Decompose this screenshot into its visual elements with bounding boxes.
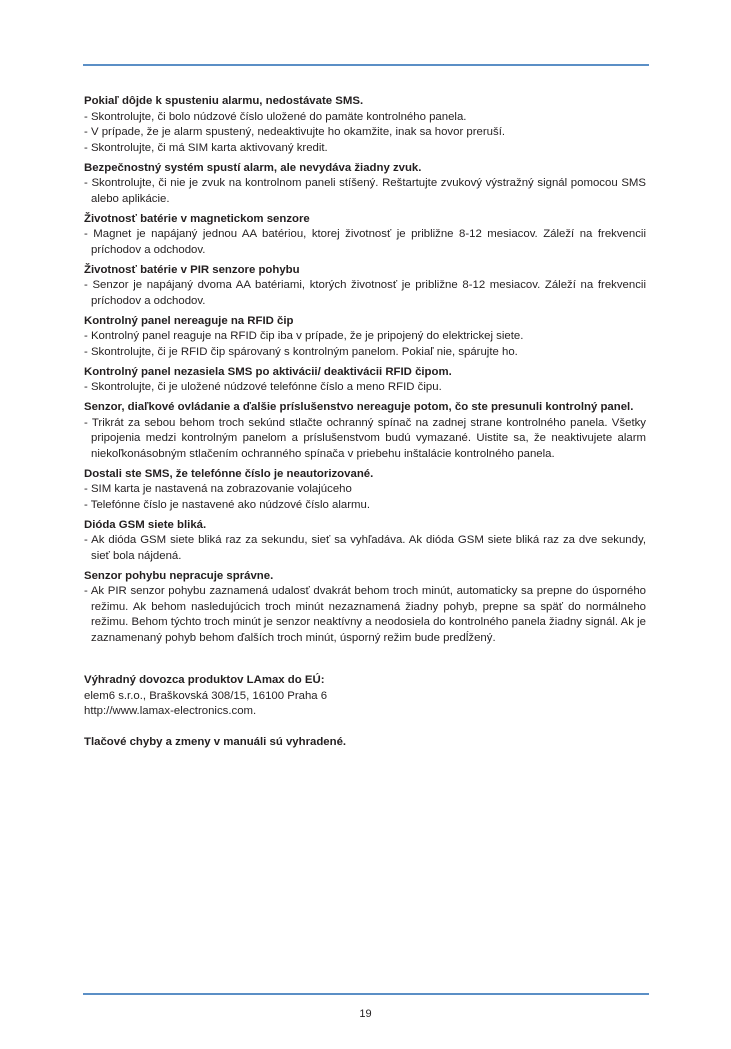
section-bullet: - SIM karta je nastavená na zobrazovanie volajúceho [84,483,352,495]
section-bullet: - Skontrolujte, či je uložené núdzové telefónne číslo a meno RFID čipu. [84,381,442,393]
page-number: 19 [359,1008,372,1020]
section-heading: Kontrolný panel nezasiela SMS po aktivácii/ deaktivácii RFID čipom. [84,365,452,378]
section-bullet: - Skontrolujte, či má SIM karta aktivovaný kredit. [84,141,328,154]
section-heading: Životnosť batérie v PIR senzore pohybu [84,263,300,276]
troubleshooting-section [84,518,646,565]
troubleshooting-sections [84,94,646,646]
importer-heading: Výhradný dovozca produktov LAmax do EÚ: [84,674,325,686]
section-bullet: - Senzor je napájaný dvoma AA batériami, ktorých životnosť je približne 8-12 mesiacov. Záleží na frekvencii príchodov a odchodov. [84,279,646,307]
troubleshooting-section [84,161,646,208]
troubleshooting-section [84,467,646,514]
footer-rule [83,993,649,995]
troubleshooting-section [84,365,646,396]
section-bullet: - Skontrolujte, či je RFID čip spárovaný s kontrolným panelom. Pokiaľ nie, spárujte ho. [84,345,518,358]
importer-block [84,673,646,720]
section-heading: Životnosť batérie v magnetickom senzore [84,212,310,225]
section-heading: Kontrolný panel nereaguje na RFID čip [84,314,294,327]
troubleshooting-section [84,569,646,647]
document-body [84,94,646,751]
section-bullet: - V prípade, že je alarm spustený, nedeaktivujte ho okamžite, inak sa hovor preruší. [84,126,506,138]
troubleshooting-section [84,314,646,361]
troubleshooting-section [84,400,646,462]
section-heading: Dostali ste SMS, že telefónne číslo je neautorizované. [84,467,374,480]
importer-website: http://www.lamax-electronics.com. [84,705,257,717]
troubleshooting-section [84,212,646,259]
section-heading: Pokiaľ dôjde k spusteniu alarmu, nedostávate SMS. [84,95,364,107]
section-heading: Bezpečnostný systém spustí alarm, ale nevydáva žiadny zvuk. [84,161,422,174]
section-bullet: - Ak dióda GSM siete bliká raz za sekundu, sieť sa vyhľadáva. Ak dióda GSM siete bliká raz za dve sekundy, sieť bola nájdená. [84,534,646,562]
section-bullet: - Skontrolujte, či nie je zvuk na kontrolnom paneli stíšený. Reštartujte zvukový výstražný signál pomocou SMS alebo aplikácie. [84,177,646,205]
header-rule [83,64,649,66]
section-heading: Dióda GSM siete bliká. [84,518,207,531]
troubleshooting-section [84,263,646,310]
importer-address: elem6 s.r.o., Braškovská 308/15, 16100 Praha 6 [84,689,328,702]
section-bullet: - Trikrát za sebou behom troch sekúnd stlačte ochranný spínač na zadnej strane kontrolného panela. Všetky pripojenia medzi kontrolným panelom a príslušenstvom budú vymazané. Uistite sa, že neaktivujete alarm niekoľkonásobným stlačením ochranného spínača v priebehu inštalácie kontrolného panela. [84,416,646,460]
section-heading: Senzor, diaľkové ovládanie a ďalšie príslušenstvo nereaguje potom, čo ste presunuli kontrolný panel. [84,401,634,413]
section-bullet: - Telefónne číslo je nastavené ako núdzové číslo alarmu. [84,498,370,511]
section-bullet: - Ak PIR senzor pohybu zaznamená udalosť dvakrát behom troch minút, automaticky sa prepne do úsporného režimu. Ak behom nasledujúcich troch minút nezaznamená žiadny pohyb, prepne sa späť do normálneho režimu. Behom týchto troch minút je senzor neaktívny a neodosiela do kontrolného panela žiadny signál. Ak je zaznamenaný pohyb behom ďalších troch minút, úsporný režim bude predĺžený. [84,585,646,644]
disclaimer: Tlačové chyby a zmeny v manuáli sú vyhradené. [84,736,347,748]
section-bullet: - Skontrolujte, či bolo núdzové číslo uložené do pamäte kontrolného panela. [84,110,467,123]
section-bullet: - Kontrolný panel reaguje na RFID čip iba v prípade, že je pripojený do elektrickej siete. [84,330,524,342]
troubleshooting-section [84,94,646,156]
section-heading: Senzor pohybu nepracuje správne. [84,569,274,582]
section-bullet: - Magnet je napájaný jednou AA batériou, ktorej životnosť je približne 8-12 mesiacov. Záleží na frekvencii príchodov a odchodov. [84,228,646,256]
